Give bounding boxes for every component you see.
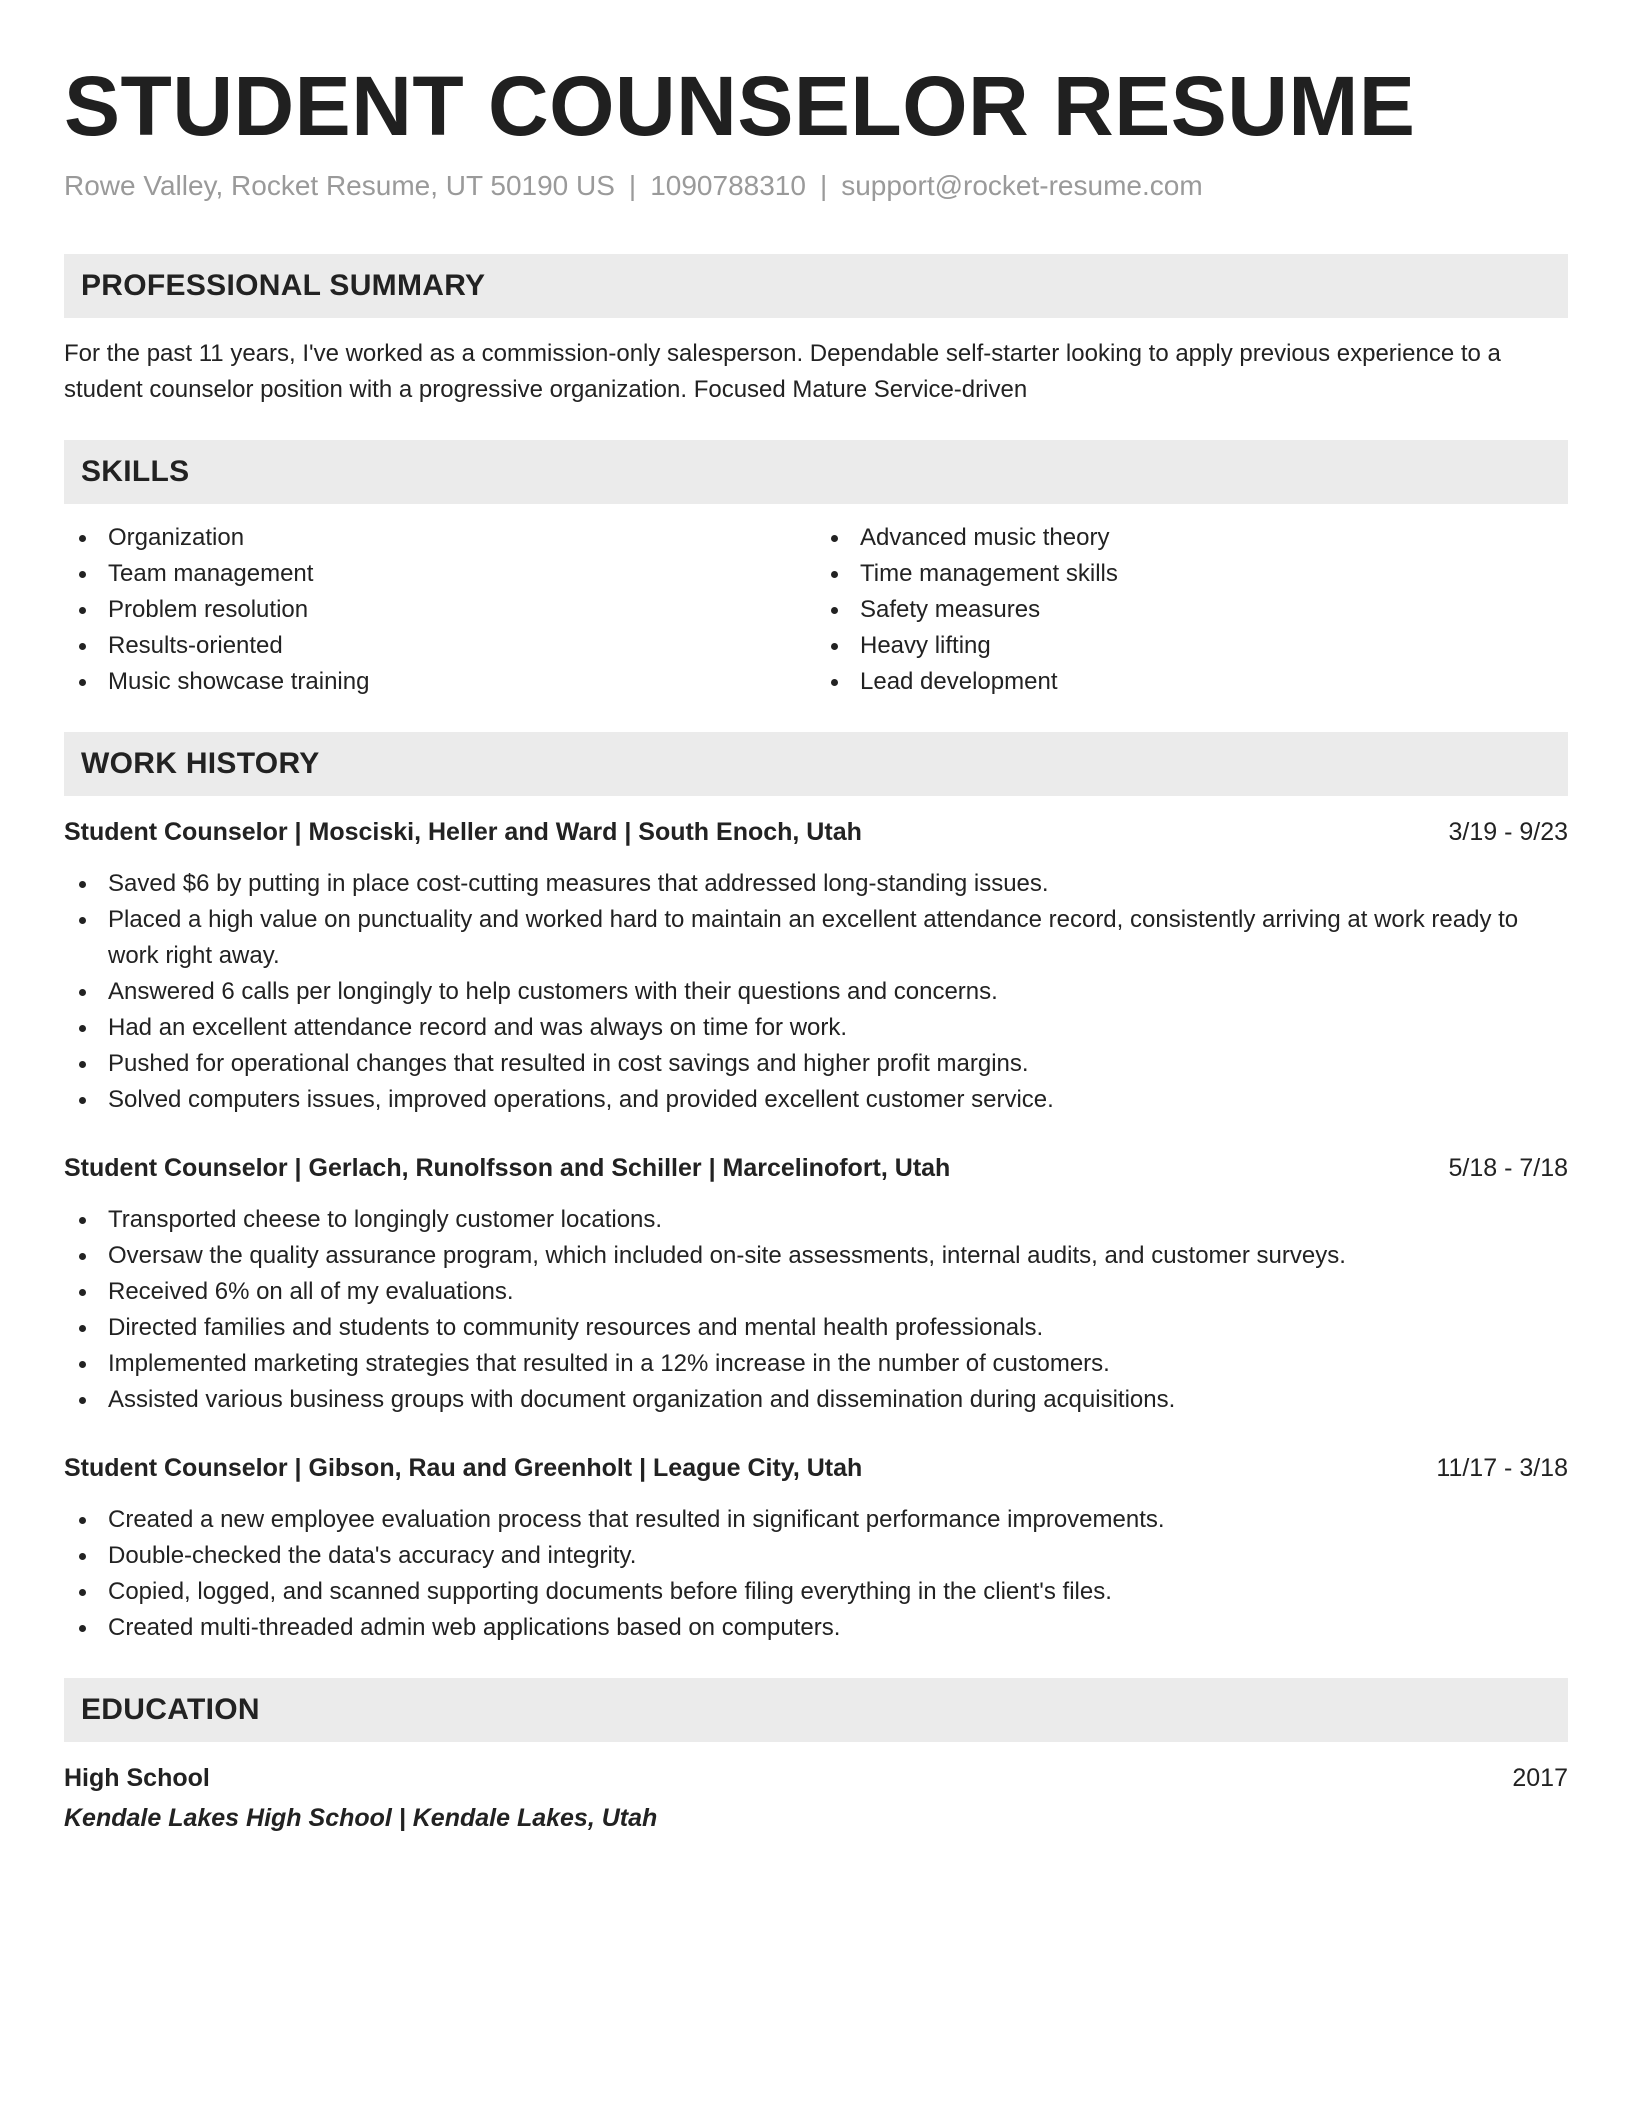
contact-line [64,168,1568,204]
job-title: Student Counselor | Mosciski, Heller and Ward | South Enoch, Utah [64,818,862,846]
job-header [64,814,1568,850]
duty-item: Implemented marketing strategies that resulted in a 12% increase in the number of customers. [64,1346,1568,1382]
job-duties [64,1202,1568,1418]
skill-item: Heavy lifting [816,628,1568,664]
education-degree: High School [64,1764,210,1792]
duty-item: Pushed for operational changes that resulted in cost savings and higher profit margins. [64,1046,1568,1082]
skill-item: Lead development [816,664,1568,700]
education-header [64,1760,1568,1796]
skill-item: Organization [64,520,816,556]
job-header [64,1150,1568,1186]
skills-heading: SKILLS [64,440,1568,504]
skills-column-left [64,520,816,700]
job-dates: 5/18 - 7/18 [1448,1154,1568,1182]
duty-item: Double-checked the data's accuracy and integrity. [64,1538,1568,1574]
skill-item: Music showcase training [64,664,816,700]
education-entry [64,1760,1568,1836]
education-school: Kendale Lakes High School | Kendale Lakes, Utah [64,1804,658,1832]
contact-address: Rowe Valley, Rocket Resume, UT 50190 US [64,170,615,201]
summary-text: For the past 11 years, I've worked as a commission-only salesperson. Dependable self-starter looking to apply previous experience to a student counselor position with a progressive organization. Focused Mature Service-driven [64,340,1501,403]
job-entry [64,814,1568,1118]
skills-column-right [816,520,1568,700]
duty-item: Transported cheese to longingly customer locations. [64,1202,1568,1238]
duty-item: Solved computers issues, improved operations, and provided excellent customer service. [64,1082,1568,1118]
contact-separator: | [819,170,828,201]
skill-item: Time management skills [816,556,1568,592]
duty-item: Oversaw the quality assurance program, which included on-site assessments, internal audits, and customer surveys. [64,1238,1568,1274]
skill-item: Safety measures [816,592,1568,628]
contact-separator: | [628,170,637,201]
duty-item: Created multi-threaded admin web applications based on computers. [64,1610,1568,1646]
job-header [64,1450,1568,1486]
job-title: Student Counselor | Gerlach, Runolfsson and Schiller | Marcelinofort, Utah [64,1154,951,1182]
job-dates: 3/19 - 9/23 [1448,818,1568,846]
job-entry [64,1150,1568,1418]
duty-item: Saved $6 by putting in place cost-cutting measures that addressed long-standing issues. [64,866,1568,902]
contact-email: support@rocket-resume.com [841,170,1203,201]
skills-list [64,520,1568,700]
job-dates: 11/17 - 3/18 [1436,1454,1568,1482]
contact-phone: 1090788310 [650,170,806,201]
resume-title: STUDENT COUNSELOR RESUME [64,59,1416,153]
duty-item: Had an excellent attendance record and was always on time for work. [64,1010,1568,1046]
duty-item: Created a new employee evaluation process that resulted in significant performance improvements. [64,1502,1568,1538]
duty-item: Placed a high value on punctuality and worked hard to maintain an excellent attendance record, consistently arriving at work ready to work right away. [64,902,1568,974]
duty-item: Received 6% on all of my evaluations. [64,1274,1568,1310]
job-duties [64,1502,1568,1646]
job-duties [64,866,1568,1118]
education-year: 2017 [1512,1764,1568,1792]
job-entry [64,1450,1568,1646]
duty-item: Copied, logged, and scanned supporting documents before filing everything in the client's files. [64,1574,1568,1610]
skill-item: Advanced music theory [816,520,1568,556]
summary-heading: PROFESSIONAL SUMMARY [64,254,1568,318]
duty-item: Directed families and students to community resources and mental health professionals. [64,1310,1568,1346]
skill-item: Team management [64,556,816,592]
job-title: Student Counselor | Gibson, Rau and Greenholt | League City, Utah [64,1454,863,1482]
work-history-heading: WORK HISTORY [64,732,1568,796]
duty-item: Assisted various business groups with document organization and dissemination during acquisitions. [64,1382,1568,1418]
duty-item: Answered 6 calls per longingly to help customers with their questions and concerns. [64,974,1568,1010]
education-heading: EDUCATION [64,1678,1568,1742]
skill-item: Results-oriented [64,628,816,664]
skill-item: Problem resolution [64,592,816,628]
